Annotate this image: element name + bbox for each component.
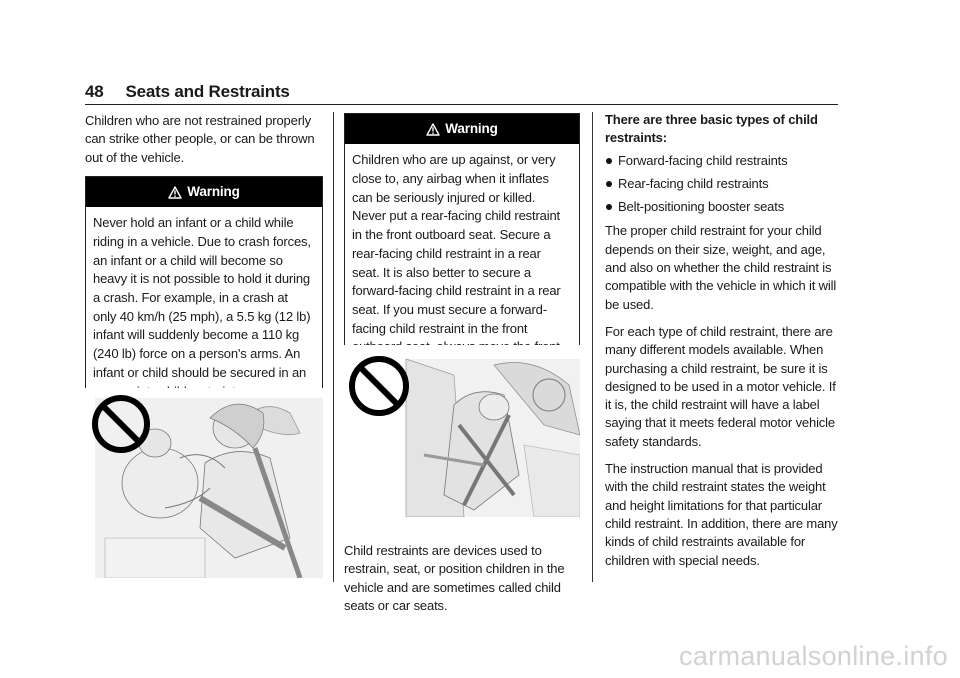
- list-item: Belt-positioning booster seats: [605, 198, 840, 216]
- restraint-types-list: [605, 152, 840, 217]
- intro-paragraph: Children who are not restrained properly can strike other people, or can be thrown out of the vehicle.: [85, 113, 315, 165]
- column-divider-2: [592, 112, 593, 582]
- bullet-icon: [606, 181, 612, 187]
- warning-box-infant: [85, 176, 323, 411]
- child-restraint-caption: Child restraints are devices used to restrain, seat, or position children in the vehicle and are sometimes called child seats or car seats.: [344, 543, 565, 613]
- warning-body: Never hold an infant or a child while riding in a vehicle. Due to crash forces, an infant or a child will become so heavy it is not possible to hold it during a crash. For example, in a crash at only 40 km/h (25 mph), a 5.5 kg (12 lb) infant will suddenly become a 110 kg (240 lb) force on a person's arms. An infant or child should be secured in an: [93, 215, 311, 380]
- warning-triangle-icon: [168, 186, 182, 199]
- warning-triangle-icon: [426, 123, 440, 136]
- warning-title: Warning: [445, 121, 498, 136]
- prohibition-icon: [348, 355, 410, 417]
- header-rule: [85, 104, 838, 105]
- warning-header: [345, 114, 579, 144]
- column-divider-1: [333, 112, 334, 582]
- warning-body: Children who are up against, or very close to, any airbag when it inflates can be seriously injured or killed. Never put a rear-facing child restraint in the front outboard seat. Secure a rear-facing child restraint in a rear seat. It is also better to secure a forward-facing child restraint in a rear seat. If you must secure a forward-facing child restraint in the front: [352, 152, 561, 336]
- illustration-adult-holding-infant: [85, 388, 323, 578]
- prohibition-icon: [91, 394, 151, 454]
- section-title: Seats and Restraints: [125, 82, 290, 101]
- illustration-child-seat-front-airbag: [344, 345, 580, 517]
- paragraph-proper-restraint: The proper child restraint for your child depends on their size, weight, and age, and also on whether the child restraint is compatible with the vehicle in which it will be used.: [605, 223, 837, 312]
- list-item: Forward-facing child restraints: [605, 152, 840, 170]
- watermark: carmanualsonline.info: [679, 641, 948, 671]
- paragraph-models: For each type of child restraint, there are many different models available. When purchasing a child restraint, be sure it is designed to be used in a motor vehicle. If it is, the child restraint will have a label saying that it meets federal motor vehicle safety standards.: [605, 323, 836, 449]
- page-header: [85, 82, 838, 102]
- warning-title: Warning: [187, 183, 240, 199]
- types-intro: There are three basic types of child restraints:: [605, 112, 818, 146]
- page-number: 48: [85, 82, 104, 101]
- paragraph-instruction-manual: The instruction manual that is provided with the child restraint states the weight and height limitations for that particular child restraint. In addition, there are many kinds of child restraints available for children with special needs.: [605, 461, 838, 568]
- column-1: [85, 112, 323, 421]
- warning-header: [86, 177, 322, 207]
- bullet-icon: [606, 158, 612, 164]
- bullet-icon: [606, 204, 612, 210]
- column-2-caption: [344, 542, 584, 624]
- column-3: [605, 111, 840, 579]
- list-item: Rear-facing child restraints: [605, 175, 840, 193]
